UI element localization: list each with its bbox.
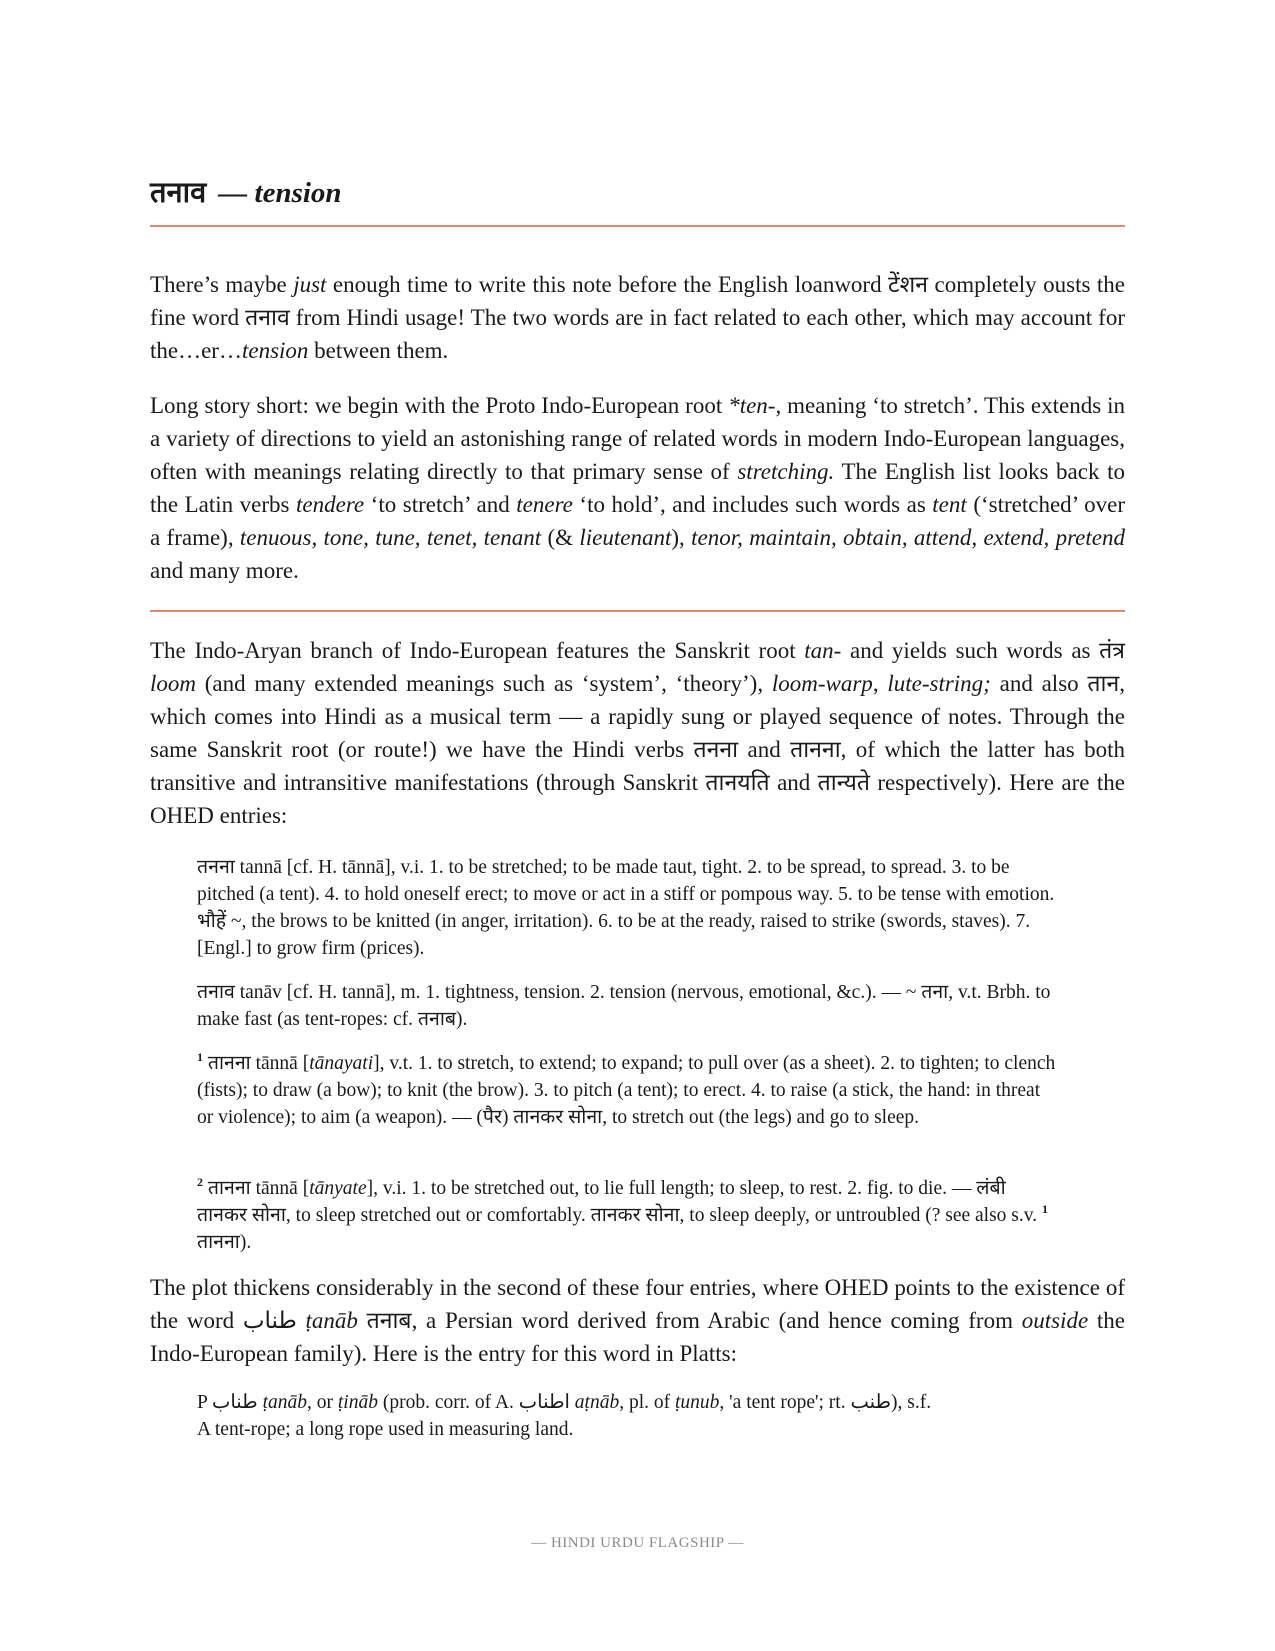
platts-entry: P طناب ṭanāb, or ṭināb (prob. corr. of A. اطناب aṭnāb, pl. of ṭunub, 'a tent rope'; rt. طنب), s.f. A tent-rope; a long rope used in measuring land. [197,1392,932,1440]
pie-root-paragraph: Long story short: we begin with the Proto Indo-European root *ten-, meaning ‘to stretch’. This extends in a variety of directions to yield an astonishing range of related words in modern Indo-European languages, often with meanings relating directly to that primary sense of stretching. The English list looks back to the Latin verbs tendere ‘to stretch’ and tenere ‘to hold’, and includes such words as tent (‘stretched’ over a frame), tenuous, tone, tune, tenet, tenant (& lieutenant), tenor, maintain, obtain, attend, extend, pretend and many more. [150,393,1125,583]
title-hindi: तनाव [150,177,207,209]
dictionary-entry-tanna-2: $^2$ तानना tānnā [tānyate], v.i. 1. to be stretched out, to lie full length; to sleep, to rest. 2. fig. to die. — लंबी तानकर सोना, to sleep stretched out or comfortably. तानकर सोना, to sleep deeply, or untroubled (? see also s.v. $^1$ तानना). [197,1175,1048,1253]
dictionary-entry-tanav: तनाव tanāv [cf. H. tannā], m. 1. tightness, tension. 2. tension (nervous, emotional, &c.). — ~ तना, v.t. Brbh. to make fast (as tent-ropes: cf. तनाब). [197,982,1051,1030]
dictionary-entry-tanna: तनना tannā [cf. H. tānnā], v.i. 1. to be stretched; to be made taut, tight. 2. to be spread, to spread. 3. to be pitched (a tent). 4. to hold oneself erect; to move or act in a stiff or pompous way. 5. to be tense with emotion. भौहें ~, the brows to be knitted (in anger, irritation). 6. to be at the ready, raised to strike (swords, staves). 7. [Engl.] to grow firm (prices). [197,857,1055,959]
intro-paragraph: There’s maybe just enough time to write this note before the English loanword टेंशन completely ousts the fine word तनाव from Hindi usage! The two words are in fact related to each other, which may account for the…er…tension between them. [150,272,1125,363]
page-title [150,172,342,211]
persian-paragraph: The plot thickens considerably in the second of these four entries, where OHED points to the existence of the word طناب ṭanāb तनाब, a Persian word derived from Arabic (and hence coming from outside the Indo-European family). Here is the entry for this word in Platts: [150,1275,1126,1366]
indo-aryan-paragraph: The Indo-Aryan branch of Indo-European features the Sanskrit root tan- and yields such words as तंत्र loom (and many extended meanings such as ‘system’, ‘theory’), loom-warp, lute-string; and also तान, which comes into Hindi as a musical term — a rapidly sung or played sequence of notes. Through the same Sanskrit root (or route!) we have the Hindi verbs तनना and तानना, of which the latter has both transitive and intransitive manifestations (through Sanskrit तानयति and तान्यते respectively). Here are the OHED entries: [150,638,1126,828]
title-english: — tension [218,177,342,209]
section-divider [150,610,1125,612]
top-divider [150,225,1125,227]
page-footer: — HINDI URDU FLAGSHIP — [531,1535,744,1551]
dictionary-entry-tanna-1: $^1$ तानना tānnā [tānayati], v.t. 1. to stretch, to extend; to expand; to pull over (as a sheet). 2. to tighten; to clench (fists); to draw (a bow); to knit (the brow). 3. to pitch (a tent); to erect. 4. to raise (a stick, the hand: in threat or violence); to aim (a weapon). — (पैर) तानकर सोना, to stretch out (the legs) and go to sleep. [197,1050,1056,1128]
